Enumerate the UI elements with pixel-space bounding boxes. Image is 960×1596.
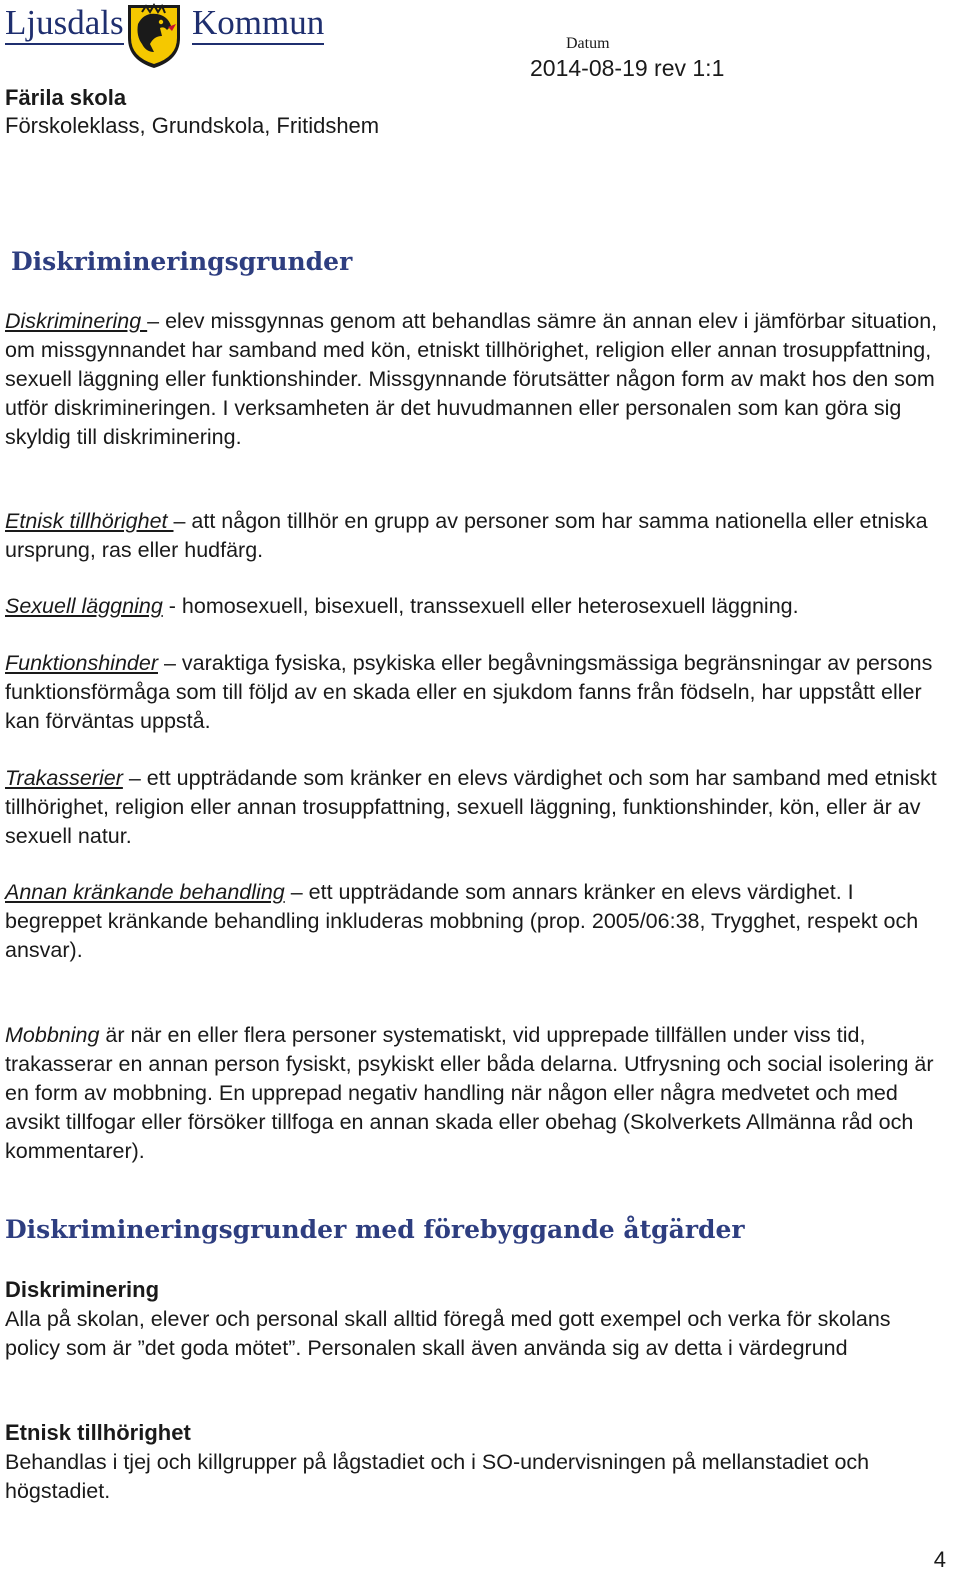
subheading-etnisk-tillhorighet: Etnisk tillhörighet (5, 1420, 191, 1445)
logo-ljusdals-text: Ljusdals (5, 4, 124, 45)
school-name: Färila skola (5, 85, 127, 110)
subheading-diskriminering: Diskriminering (5, 1277, 160, 1302)
definition-text: – att någon tillhör en grupp av personer som har samma nationella eller etniska ursprung, ras eller hudfärg. (5, 509, 928, 562)
definition-text: - homosexuell, bisexuell, transsexuell eller heterosexuell läggning. (162, 594, 799, 618)
term: Trakasserier (5, 766, 123, 790)
term: Annan kränkande behandling (5, 880, 285, 904)
definition-text: – ett uppträdande som annars kränker en elevs värdighet. I begreppet kränkande behandling inkluderas mobbning (prop. 2005/06:38, Trygghet, respekt och ansvar). (5, 880, 919, 962)
term: Mobbning (5, 1023, 100, 1047)
definition-diskriminering (5, 307, 950, 452)
municipality-crest-icon (124, 2, 184, 70)
definition-annan-krankande-behandling (5, 878, 950, 965)
date-value: 2014-08-19 rev 1:1 (530, 55, 725, 81)
definition-text: – varaktiga fysiska, psykiska eller begåvningsmässiga begränsningar av persons funktionsförmåga som till följd av en skada eller en sjukdom fanns från födseln, har uppstått eller kan förväntas uppstå. (5, 651, 933, 733)
section-heading-diskrimineringsgrunder: Diskrimineringsgrunder (11, 247, 353, 276)
term: Etnisk tillhörighet (5, 509, 174, 533)
definition-sexuell-laggning (5, 592, 950, 621)
date-label: Datum (566, 35, 610, 52)
definition-text: – elev missgynnas genom att behandlas sämre än annan elev i jämförbar situation, om missgynnandet har samband med kön, etniskt tillhörighet, religion eller annan trosuppfattning, sexuell läggning eller funktionshinder. Missgynnande förutsätter någon form av makt hos den som utför diskrimineringen. I verksamheten är det huvudmannen eller personalen som kan göra sig skyldig till diskriminering. (5, 309, 938, 449)
section-heading-forebyggande-atgarder: Diskrimineringsgrunder med förebyggande åtgärder (5, 1215, 745, 1244)
term: Sexuell läggning (5, 594, 163, 618)
definition-text: är när en eller flera personer systematiskt, vid upprepade tillfällen under viss tid, trakasserar en annan person fysiskt, psykiskt eller båda delarna. Utfrysning och social isolering är en form av mobbning. En upprepad negativ handling när någon eller några medvetet och med avsikt tillfogar eller försöker tillfoga en annan skada eller obehag (Skolverkets Allmänna råd och kommentarer). (5, 1023, 934, 1163)
measure-text-etnisk-tillhorighet: Behandlas i tjej och killgrupper på lågstadiet och i SO-undervisningen på mellanstadiet och högstadiet. (5, 1450, 870, 1503)
school-subtitle: Förskoleklass, Grundskola, Fritidshem (5, 113, 380, 138)
logo-kommun-text: Kommun (192, 4, 324, 45)
page-number: 4 (933, 1547, 946, 1572)
definition-etnisk-tillhorighet (5, 507, 950, 565)
measure-text-diskriminering: Alla på skolan, elever och personal skall alltid föregå med gott exempel och verka för skolans policy som är ”det goda mötet”. Personalen skall även använda sig av detta i värdegrund (5, 1307, 891, 1360)
definition-trakasserier (5, 764, 950, 851)
term: Funktionshinder (5, 651, 158, 675)
term: Diskriminering (5, 309, 148, 333)
definition-mobbning (5, 1021, 950, 1166)
definition-text: – ett uppträdande som kränker en elevs värdighet och som har samband med etniskt tillhörighet, religion eller annan trosuppfattning, sexuell läggning, funktionshinder, kön, eller är av sexuell natur. (5, 766, 937, 848)
definition-funktionshinder (5, 649, 950, 736)
